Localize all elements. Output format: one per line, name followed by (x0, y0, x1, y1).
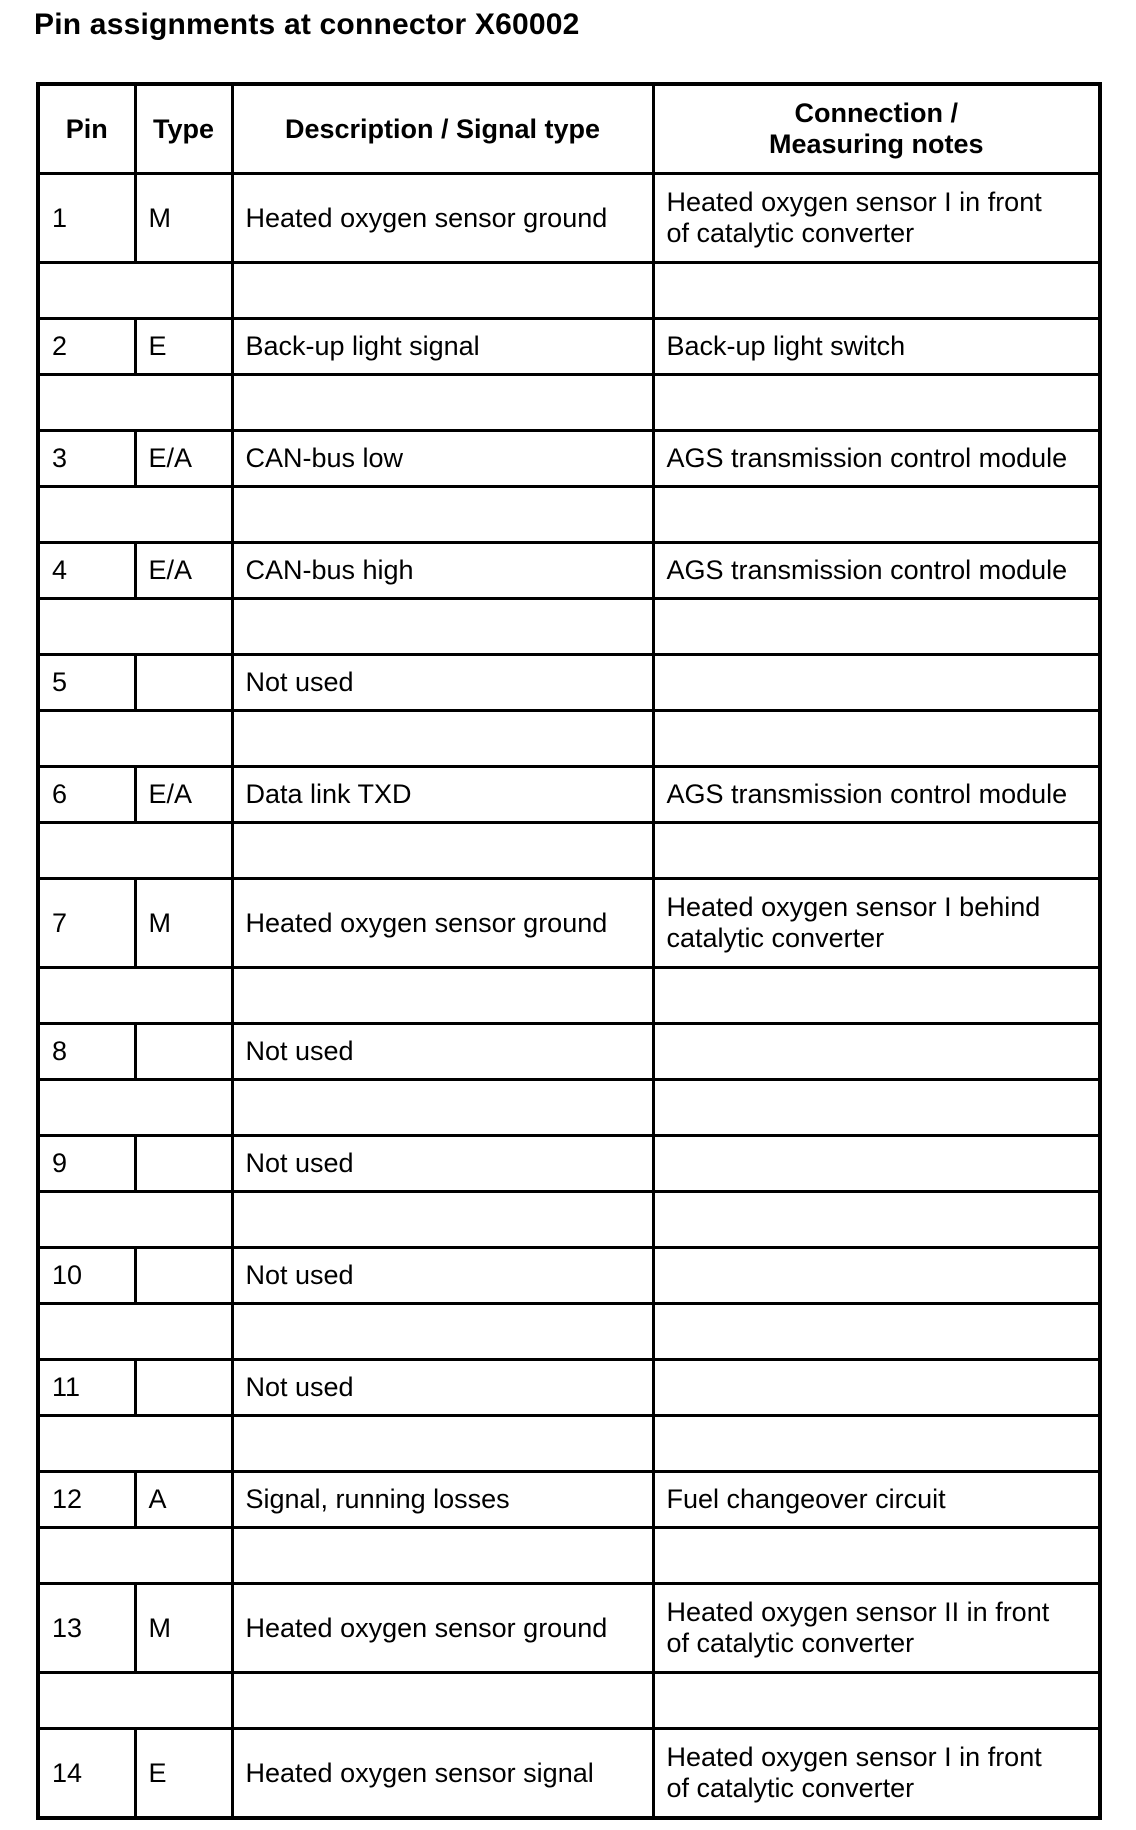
spacer-row (38, 711, 1100, 767)
connection-cell: AGS transmission control module (653, 543, 1100, 599)
spacer-row (38, 263, 1100, 319)
table-row (38, 1584, 1100, 1673)
description-cell: Not used (232, 1248, 653, 1304)
table-row (38, 1024, 1100, 1080)
spacer-row (38, 968, 1100, 1024)
type-cell: E (135, 319, 232, 375)
spacer-row (38, 375, 1100, 431)
pin-cell: 14 (38, 1729, 135, 1819)
type-cell (135, 1024, 232, 1080)
description-cell: Heated oxygen sensor ground (232, 174, 653, 263)
pin-cell: 3 (38, 431, 135, 487)
column-header-type: Type (135, 84, 232, 174)
pin-cell: 8 (38, 1024, 135, 1080)
spacer-row (38, 1080, 1100, 1136)
pin-cell: 2 (38, 319, 135, 375)
description-cell: CAN-bus low (232, 431, 653, 487)
pin-cell: 11 (38, 1360, 135, 1416)
table-row (38, 543, 1100, 599)
type-cell: E/A (135, 767, 232, 823)
type-cell: E (135, 1729, 232, 1819)
connection-cell (653, 1248, 1100, 1304)
description-cell: CAN-bus high (232, 543, 653, 599)
connection-cell: AGS transmission control module (653, 431, 1100, 487)
pin-cell: 9 (38, 1136, 135, 1192)
description-cell: Heated oxygen sensor ground (232, 879, 653, 968)
connection-cell (653, 655, 1100, 711)
type-cell (135, 1136, 232, 1192)
spacer-row (38, 487, 1100, 543)
table-row (38, 174, 1100, 263)
table-row (38, 1136, 1100, 1192)
type-cell: A (135, 1472, 232, 1528)
type-cell (135, 655, 232, 711)
connection-cell: Heated oxygen sensor I in front of catalytic converter (653, 174, 1100, 263)
description-cell: Heated oxygen sensor signal (232, 1729, 653, 1819)
description-cell: Not used (232, 655, 653, 711)
description-cell: Heated oxygen sensor ground (232, 1584, 653, 1673)
pin-cell: 1 (38, 174, 135, 263)
description-cell: Not used (232, 1360, 653, 1416)
pin-cell: 13 (38, 1584, 135, 1673)
spacer-row (38, 823, 1100, 879)
pin-cell: 5 (38, 655, 135, 711)
column-header-pin: Pin (38, 84, 135, 174)
spacer-row (38, 1528, 1100, 1584)
pin-cell: 10 (38, 1248, 135, 1304)
column-header-connection: Connection / Measuring notes (653, 84, 1100, 174)
table-row (38, 1729, 1100, 1819)
spacer-row (38, 1304, 1100, 1360)
description-cell: Data link TXD (232, 767, 653, 823)
pin-cell: 12 (38, 1472, 135, 1528)
pin-assignment-table (36, 82, 1102, 1820)
connection-cell: AGS transmission control module (653, 767, 1100, 823)
spacer-row (38, 599, 1100, 655)
spacer-row (38, 1416, 1100, 1472)
table-row (38, 1360, 1100, 1416)
table-row (38, 1472, 1100, 1528)
type-cell: E/A (135, 543, 232, 599)
description-cell: Back-up light signal (232, 319, 653, 375)
page-title: Pin assignments at connector X60002 (34, 8, 580, 41)
connection-cell: Heated oxygen sensor II in front of catalytic converter (653, 1584, 1100, 1673)
connection-cell: Back-up light switch (653, 319, 1100, 375)
type-cell: M (135, 1584, 232, 1673)
type-cell: M (135, 879, 232, 968)
table-row (38, 655, 1100, 711)
description-cell: Not used (232, 1024, 653, 1080)
type-cell: M (135, 174, 232, 263)
connection-cell (653, 1136, 1100, 1192)
table-row (38, 319, 1100, 375)
spacer-row (38, 1192, 1100, 1248)
table-row (38, 431, 1100, 487)
type-cell: E/A (135, 431, 232, 487)
description-cell: Not used (232, 1136, 653, 1192)
table-row (38, 767, 1100, 823)
table-row (38, 1248, 1100, 1304)
connection-cell: Fuel changeover circuit (653, 1472, 1100, 1528)
connection-cell: Heated oxygen sensor I behind catalytic converter (653, 879, 1100, 968)
header-row (38, 84, 1100, 174)
connection-cell: Heated oxygen sensor I in front of catalytic converter (653, 1729, 1100, 1819)
pin-cell: 7 (38, 879, 135, 968)
spacer-row (38, 1673, 1100, 1729)
type-cell (135, 1360, 232, 1416)
pin-cell: 4 (38, 543, 135, 599)
type-cell (135, 1248, 232, 1304)
pin-cell: 6 (38, 767, 135, 823)
connection-cell (653, 1024, 1100, 1080)
column-header-description: Description / Signal type (232, 84, 653, 174)
description-cell: Signal, running losses (232, 1472, 653, 1528)
table-row (38, 879, 1100, 968)
connection-cell (653, 1360, 1100, 1416)
